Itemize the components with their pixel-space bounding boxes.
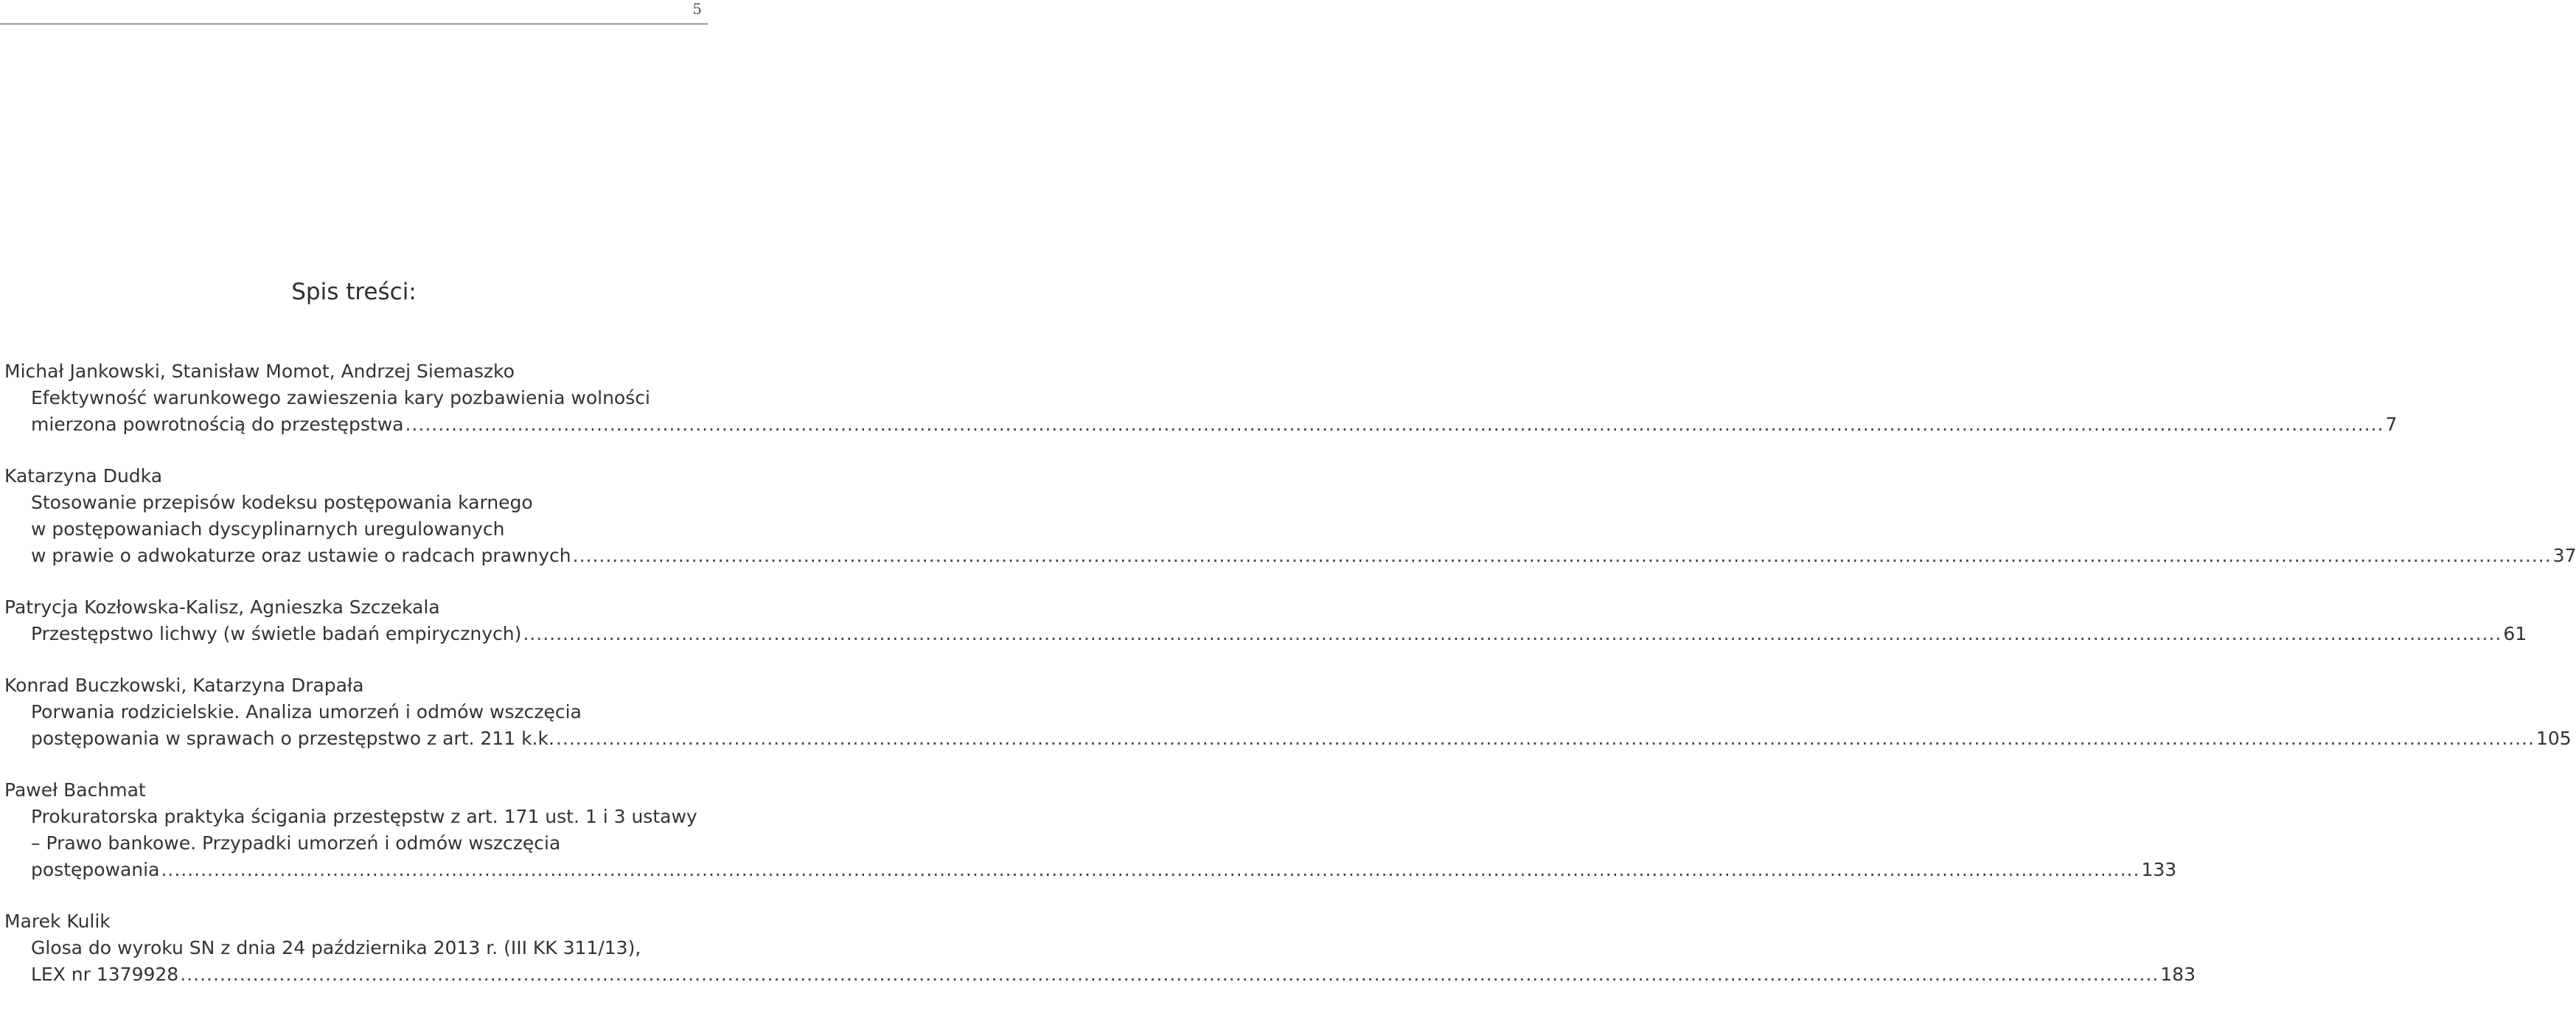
entry-author: Katarzyna Dudka: [4, 465, 163, 487]
entry-title-line: postępowania: [31, 859, 160, 880]
entry-title-line: mierzona powrotnością do przestępstwa: [31, 414, 404, 435]
entry-page-number: 61: [2503, 623, 2527, 644]
toc-entry[interactable]: [4, 463, 2576, 569]
page-number: 5: [692, 0, 702, 18]
entry-page-number: 105: [2535, 728, 2572, 749]
entry-title-line: postępowania w sprawach o przestępstwo z art. 211 k.k.: [31, 728, 554, 749]
leader-dots: ............................................................................................................................................................................................................................................................................................................: [523, 623, 2502, 644]
toc-entry[interactable]: [4, 777, 2177, 883]
leader-dots: ............................................................................................................................................................................................................................................................................................................: [161, 859, 2140, 880]
entry-author: Konrad Buczkowski, Katarzyna Drapała: [4, 675, 364, 696]
toc-entry[interactable]: [4, 672, 2572, 752]
leader-dots: ............................................................................................................................................................................................................................................................................................................: [180, 964, 2159, 985]
toc-entry[interactable]: [4, 594, 2527, 647]
entry-title-line: LEX nr 1379928: [31, 964, 179, 985]
leader-dots: ............................................................................................................................................................................................................................................................................................................: [555, 728, 2535, 749]
toc-entry[interactable]: [4, 908, 2196, 988]
entry-author: Patrycja Kozłowska-Kalisz, Agnieszka Szczekala: [4, 596, 440, 618]
entry-title-line: Przestępstwo lichwy (w świetle badań empirycznych): [31, 623, 522, 644]
entry-page-number: 37: [2552, 545, 2576, 566]
entry-page-number: 133: [2141, 859, 2177, 880]
leader-dots: ............................................................................................................................................................................................................................................................................................................: [405, 414, 2384, 435]
entry-author: Marek Kulik: [4, 911, 111, 932]
entry-title-line: w prawie o adwokaturze oraz ustawie o radcach prawnych: [31, 545, 571, 566]
entry-title-line: Porwania rodzicielskie. Analiza umorzeń i odmów wszczęcia: [31, 701, 582, 723]
entry-title-line: Stosowanie przepisów kodeksu postępowania karnego: [31, 492, 533, 513]
entry-author: Paweł Bachmat: [4, 779, 146, 801]
leader-dots: ............................................................................................................................................................................................................................................................................................................: [572, 545, 2552, 566]
entry-author: Michał Jankowski, Stanisław Momot, Andrzej Siemaszko: [4, 361, 515, 382]
toc-entry[interactable]: [4, 358, 2398, 438]
entry-title-line: Efektywność warunkowego zawieszenia kary pozbawienia wolności: [31, 387, 650, 408]
entry-page-number: 183: [2160, 964, 2196, 985]
entry-page-number: 7: [2385, 414, 2398, 435]
toc-entries: [4, 358, 2576, 1013]
entry-title-line: w postępowaniach dyscyplinarnych uregulowanych: [31, 518, 505, 540]
toc-title: Spis treści:: [291, 279, 417, 305]
entry-title-line: Prokuratorska praktyka ścigania przestępstw z art. 171 ust. 1 i 3 ustawy: [31, 806, 697, 827]
entry-title-line: Glosa do wyroku SN z dnia 24 października 2013 r. (III KK 311/13),: [31, 937, 641, 958]
entry-title-line: – Prawo bankowe. Przypadki umorzeń i odmów wszczęcia: [31, 832, 561, 854]
